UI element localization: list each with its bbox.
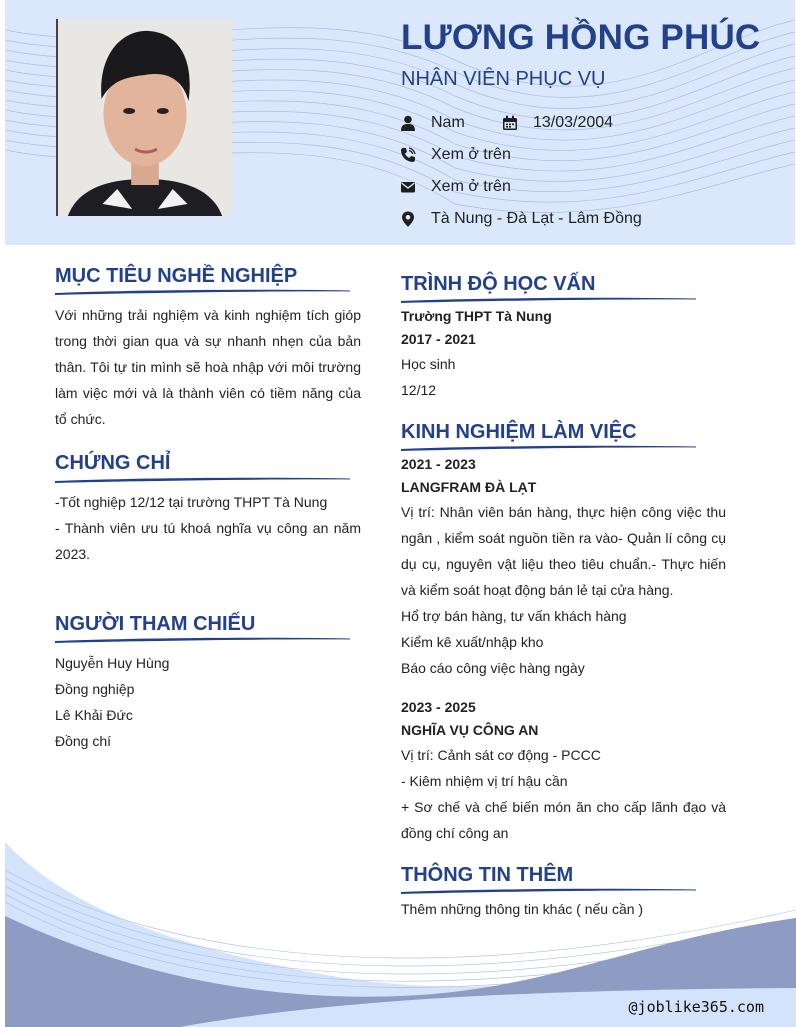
job-2-period: 2023 - 2025 xyxy=(401,699,476,715)
birthdate-row xyxy=(502,114,613,132)
reference-name-2: Lê Khải Đức xyxy=(55,707,133,723)
email-value: Xem ở trên xyxy=(431,178,511,195)
gender-row xyxy=(400,114,465,132)
address-row xyxy=(400,210,642,228)
objective-heading: MỤC TIÊU NGHỀ NGHIỆP xyxy=(55,265,298,287)
references-underline xyxy=(55,636,350,642)
objective-underline xyxy=(55,288,350,294)
education-role: Học sinh xyxy=(401,356,456,372)
phone-icon xyxy=(400,147,416,163)
education-heading: TRÌNH ĐỘ HỌC VẤN xyxy=(401,273,596,295)
job-1-description: Vị trí: Nhân viên bán hàng, thực hiện công việc thu ngân , kiểm soát nguồn tiền ra vào- Quản lí công cụ dụ cụ, nguyên vật liệu theo tiêu chuẩn.- Thực hiến và kiểm soát hoạt động bán lẻ tại cửa hàng. xyxy=(401,504,726,598)
job-1-line-1: Hổ trợ bán hàng, tư vấn khách hàng xyxy=(401,608,627,624)
reference-role-2: Đồng chí xyxy=(55,733,112,749)
certificates-heading: CHỨNG CHỈ xyxy=(55,452,171,474)
watermark: @joblike365.com xyxy=(628,998,764,1016)
reference-role-1: Đồng nghiệp xyxy=(55,681,135,697)
education-detail: 12/12 xyxy=(401,382,437,398)
calendar-icon xyxy=(502,115,518,131)
job-2-company: NGHĨA VỤ CÔNG AN xyxy=(401,722,539,738)
job-title: NHÂN VIÊN PHỤC VỤ xyxy=(401,68,606,90)
candidate-name: LƯƠNG HỒNG PHÚC xyxy=(401,18,761,57)
extra-info-text: Thêm những thông tin khác ( nếu cần ) xyxy=(401,901,644,917)
certificates-underline xyxy=(55,476,350,482)
gender-value: Nam xyxy=(431,114,465,131)
education-school: Trường THPT Tà Nung xyxy=(401,308,552,324)
job-1-line-3: Báo cáo công việc hàng ngày xyxy=(401,660,585,676)
education-underline xyxy=(401,296,696,302)
experience-heading: KINH NGHIỆM LÀM VIỆC xyxy=(401,421,637,443)
extra-info-heading: THÔNG TIN THÊM xyxy=(401,864,574,886)
phone-value: Xem ở trên xyxy=(431,146,511,163)
references-heading: NGƯỜI THAM CHIẾU xyxy=(55,613,256,635)
address-value: Tà Nung - Đà Lạt - Lâm Đồng xyxy=(431,210,642,227)
job-2-line-1: - Kiêm nhiệm vị trí hậu cần xyxy=(401,773,568,789)
experience-underline xyxy=(401,444,696,450)
phone-row xyxy=(400,146,511,164)
job-2-position: Vị trí: Cảnh sát cơ động - PCCC xyxy=(401,747,601,763)
birthdate-value: 13/03/2004 xyxy=(533,114,614,131)
profile-photo xyxy=(56,19,232,216)
extra-info-underline xyxy=(401,887,696,893)
certificate-item-1: -Tốt nghiệp 12/12 tại trường THPT Tà Nung xyxy=(55,494,328,510)
reference-name-1: Nguyễn Huy Hùng xyxy=(55,655,170,671)
job-1-company: LANGFRAM ĐÀ LẠT xyxy=(401,479,537,495)
email-row xyxy=(400,178,511,196)
job-2-line-2: + Sơ chế và chế biến món ăn cho cấp lãnh đạo và đồng chí công an xyxy=(401,799,726,841)
job-1-line-2: Kiểm kê xuất/nhập kho xyxy=(401,634,544,650)
job-1-period: 2021 - 2023 xyxy=(401,456,476,472)
education-period: 2017 - 2021 xyxy=(401,331,476,347)
objective-text: Với những trải nghiệm và kinh nghiệm tích gióp trong thời gian qua và sự nhanh nhẹn của bản thân. Tôi tự tin mình sẽ hoà nhập với môi trường làm việc mới và là thành viên có tiềm năng của tổ chức. xyxy=(55,307,361,427)
location-pin-icon xyxy=(400,211,416,227)
user-icon xyxy=(400,115,416,131)
certificate-item-2: - Thành viên ưu tú khoá nghĩa vụ công an năm 2023. xyxy=(55,520,361,562)
envelope-icon xyxy=(400,179,416,195)
